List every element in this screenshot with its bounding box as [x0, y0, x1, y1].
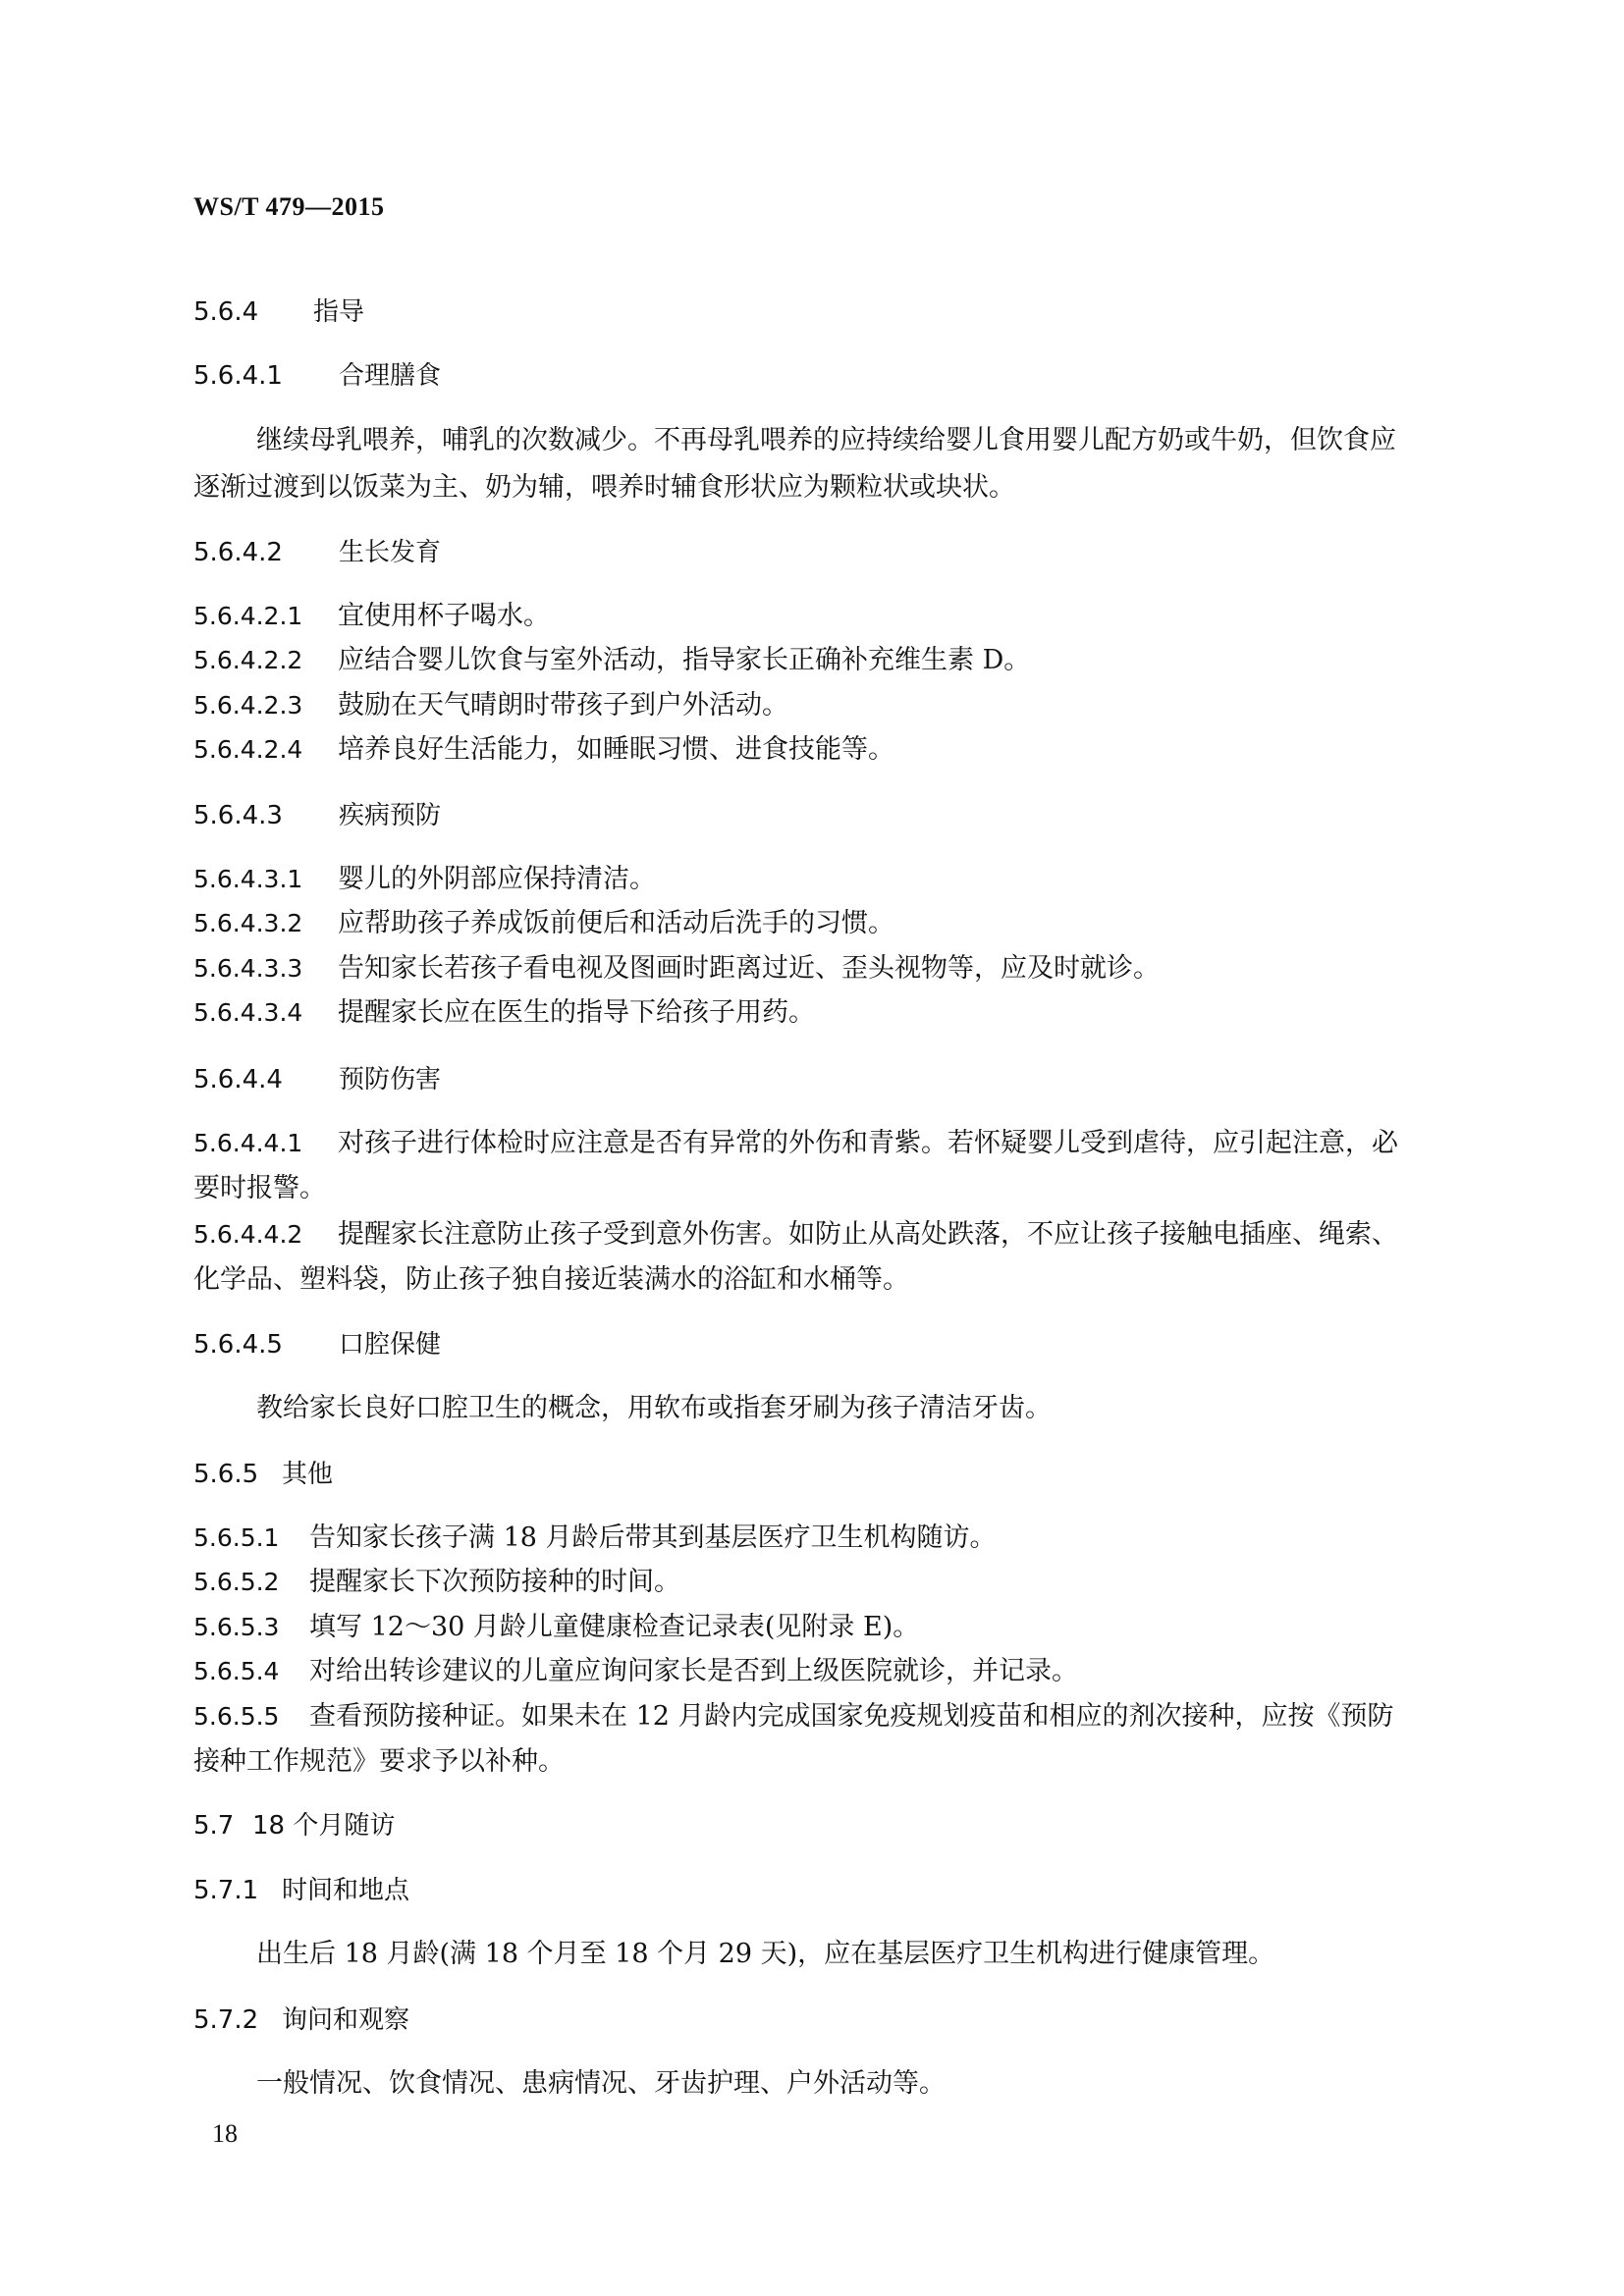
paragraph-line: 逐渐过渡到以饭菜为主、奶为辅，喂养时辅食形状应为颗粒状或块状。 — [193, 472, 1015, 503]
page-number: 18 — [212, 2119, 238, 2148]
section-title: 18 个月随访 — [252, 1811, 396, 1841]
item-number: 5.6.4.3.1 — [193, 865, 303, 893]
item-text: 鼓励在天气晴朗时带孩子到户外活动。 — [338, 690, 788, 721]
section-number: 5.6.4.3 — [193, 801, 283, 830]
item-number: 5.6.4.2.4 — [193, 735, 303, 764]
section-heading — [193, 291, 1460, 334]
section-title: 合理膳食 — [339, 361, 442, 391]
paragraph-line: 一般情况、饮食情况、患病情况、牙齿护理、户外活动等。 — [256, 2068, 946, 2099]
item-text: 培养良好生活能力，如睡眠习惯、进食技能等。 — [338, 734, 894, 765]
subsection-heading — [193, 1058, 1460, 1101]
list-item — [193, 1213, 1460, 1256]
list-item — [193, 947, 1460, 990]
subsection-heading — [193, 794, 1460, 837]
subsection-heading — [193, 1999, 1460, 2042]
section-title: 其他 — [282, 1460, 334, 1489]
section-number: 5.6.4 — [193, 297, 259, 327]
item-number: 5.6.4.2.3 — [193, 691, 303, 720]
item-text: 提醒家长注意防止孩子受到意外伤害。如防止从高处跌落，不应让孩子接触电插座、绳索、 — [338, 1219, 1398, 1250]
list-item — [193, 1606, 1460, 1649]
list-item — [193, 858, 1460, 901]
item-text: 应帮助孩子养成饭前便后和活动后洗手的习惯。 — [338, 908, 894, 938]
section-heading — [193, 1453, 1460, 1496]
subsection-heading — [193, 1323, 1460, 1366]
section-title: 指导 — [313, 297, 365, 327]
section-number: 5.7.1 — [193, 1876, 259, 1905]
subsection-heading — [193, 354, 1460, 398]
item-number: 5.6.5.3 — [193, 1613, 280, 1641]
item-text: 应结合婴儿饮食与室外活动，指导家长正确补充维生素 D。 — [338, 645, 1031, 675]
item-number: 5.6.5.5 — [193, 1702, 280, 1731]
list-item — [193, 1561, 1460, 1604]
list-item — [193, 902, 1460, 945]
standard-header: WS/T 479—2015 — [193, 192, 385, 221]
section-number: 5.6.4.4 — [193, 1065, 283, 1095]
item-text: 宜使用杯子喝水。 — [338, 601, 550, 631]
list-item — [193, 639, 1460, 682]
list-item — [193, 991, 1460, 1035]
section-number: 5.7.2 — [193, 2005, 259, 2035]
item-text: 对给出转诊建议的儿童应询问家长是否到上级医院就诊，并记录。 — [309, 1656, 1078, 1686]
paragraph-line: 继续母乳喂养，哺乳的次数减少。不再母乳喂养的应持续给婴儿食用婴儿配方奶或牛奶，但饮食应 — [256, 425, 1396, 455]
list-item — [193, 1517, 1460, 1560]
list-item — [193, 595, 1460, 638]
section-title: 预防伤害 — [339, 1065, 442, 1095]
section-title: 询问和观察 — [282, 2005, 410, 2035]
section-title: 疾病预防 — [339, 801, 442, 830]
list-item — [193, 728, 1460, 772]
paragraph-line: 教给家长良好口腔卫生的概念，用软布或指套牙刷为孩子清洁牙齿。 — [256, 1393, 1052, 1423]
section-number: 5.6.4.1 — [193, 361, 283, 391]
item-text: 填写 12～30 月龄儿童健康检查记录表(见附录 E)。 — [309, 1612, 920, 1642]
paragraph-line: 出生后 18 月龄(满 18 个月至 18 个月 29 天)，应在基层医疗卫生机构进行健康管理。 — [256, 1939, 1275, 1969]
section-number: 5.7 — [193, 1811, 235, 1841]
item-number: 5.6.4.2.2 — [193, 646, 303, 674]
item-number: 5.6.4.2.1 — [193, 602, 303, 630]
item-number: 5.6.5.2 — [193, 1568, 280, 1596]
item-number: 5.6.4.4.1 — [193, 1129, 303, 1157]
section-heading — [193, 1804, 1460, 1847]
item-text: 婴儿的外阴部应保持清洁。 — [338, 864, 656, 894]
item-text: 告知家长孩子满 18 月龄后带其到基层医疗卫生机构随访。 — [309, 1522, 997, 1553]
item-text: 提醒家长应在医生的指导下给孩子用药。 — [338, 997, 815, 1028]
section-number: 5.6.4.2 — [193, 538, 283, 567]
item-number: 5.6.5.1 — [193, 1523, 280, 1552]
item-text: 提醒家长下次预防接种的时间。 — [309, 1567, 680, 1597]
section-title: 生长发育 — [339, 538, 442, 567]
list-item — [193, 684, 1460, 727]
list-item — [193, 1122, 1460, 1165]
item-number: 5.6.4.3.4 — [193, 998, 303, 1027]
list-item — [193, 1695, 1460, 1738]
item-number: 5.6.4.4.2 — [193, 1220, 303, 1249]
subsection-heading — [193, 1869, 1460, 1912]
subsection-heading — [193, 531, 1460, 574]
paragraph-line: 接种工作规范》要求予以补种。 — [193, 1746, 565, 1777]
item-text: 告知家长若孩子看电视及图画时距离过近、歪头视物等，应及时就诊。 — [338, 953, 1160, 984]
section-number: 5.6.4.5 — [193, 1330, 283, 1360]
paragraph-line: 化学品、塑料袋，防止孩子独自接近装满水的浴缸和水桶等。 — [193, 1264, 909, 1295]
section-title: 时间和地点 — [282, 1876, 410, 1905]
section-title: 口腔保健 — [339, 1330, 442, 1360]
paragraph-line: 要时报警。 — [193, 1173, 326, 1203]
section-number: 5.6.5 — [193, 1460, 259, 1489]
item-number: 5.6.5.4 — [193, 1657, 280, 1685]
item-text: 查看预防接种证。如果未在 12 月龄内完成国家免疫规划疫苗和相应的剂次接种，应按《预防 — [309, 1701, 1394, 1732]
list-item — [193, 1650, 1460, 1693]
item-number: 5.6.4.3.3 — [193, 954, 303, 983]
item-number: 5.6.4.3.2 — [193, 909, 303, 937]
item-text: 对孩子进行体检时应注意是否有异常的外伤和青紫。若怀疑婴儿受到虐待，应引起注意，必 — [338, 1128, 1398, 1158]
